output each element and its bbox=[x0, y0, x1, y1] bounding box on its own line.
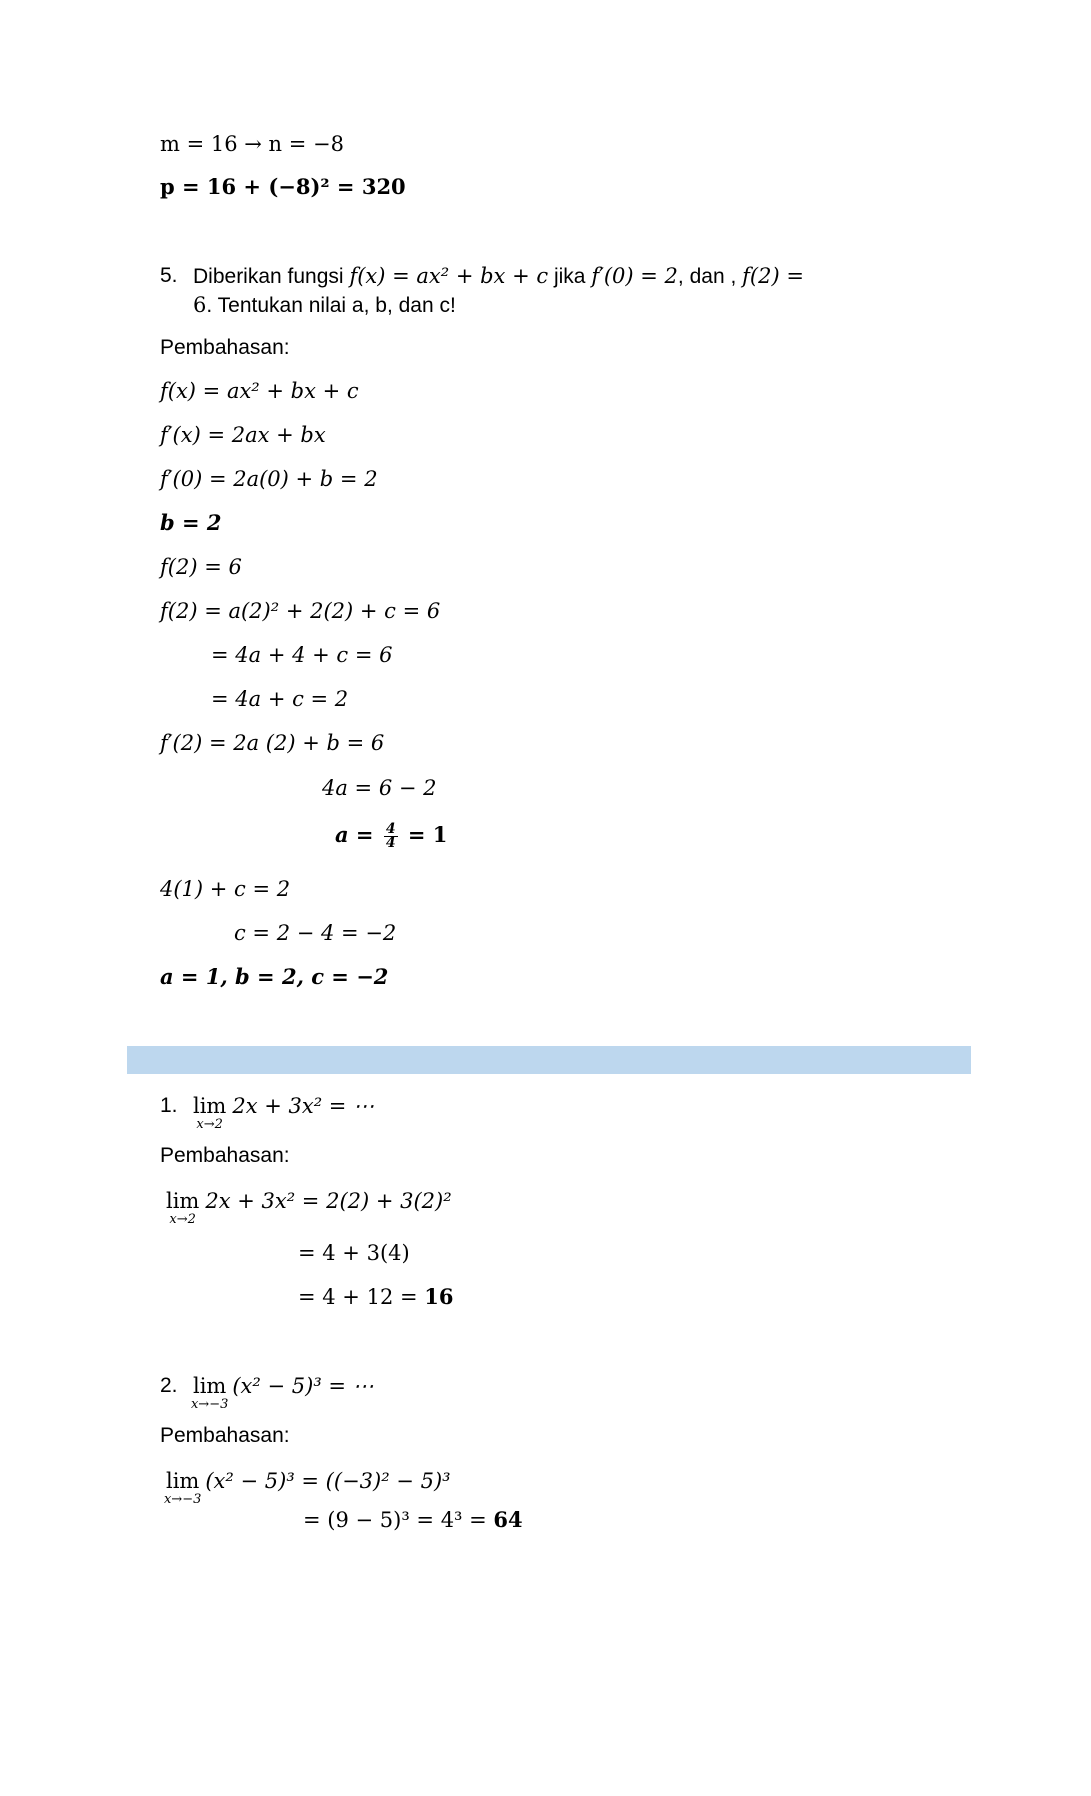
lim-q2-step-1: lim x→−3 (x² − 5)³ = ((−3)² − 5)³ bbox=[163, 1469, 451, 1507]
lim-operator: lim x→−3 bbox=[163, 1469, 202, 1507]
lim-q2-pembahasan-label: Pembahasan: bbox=[160, 1424, 290, 1447]
fraction: $\frac{4}{4}$ bbox=[385, 821, 396, 851]
q5-step-6: f(2) = a(2)² + 2(2) + c = 6 bbox=[160, 599, 441, 623]
q5-step-5: f(2) = 6 bbox=[160, 555, 242, 579]
q5-step-11: 4(1) + c = 2 bbox=[160, 877, 291, 901]
section-divider-bar bbox=[127, 1046, 971, 1074]
lim-operator: lim x→2 bbox=[166, 1189, 200, 1227]
lim-q1-step-3: = 4 + 12 = 16 bbox=[298, 1284, 454, 1309]
q5-final-answer: a = 1, b = 2, c = −2 bbox=[160, 964, 389, 989]
q5-step-1: f(x) = ax² + bx + c bbox=[160, 379, 359, 403]
lim-q2-question: lim x→−3 (x² − 5)³ = ⋯ bbox=[190, 1374, 374, 1412]
m-n-line: m = 16 → n = −8 bbox=[160, 132, 344, 156]
q5-b-result: b = 2 bbox=[160, 510, 222, 535]
q5-statement: Diberikan fungsi f(x) = ax² + bx + c jika f′(0) = 2, dan , f(2) = bbox=[193, 264, 804, 288]
lim-q1-step-2: = 4 + 3(4) bbox=[298, 1241, 410, 1265]
q5-step-12: c = 2 − 4 = −2 bbox=[234, 921, 397, 945]
q5-step-2: f′(x) = 2ax + bx bbox=[160, 423, 326, 447]
q5-step-7: = 4a + 4 + c = 6 bbox=[211, 643, 393, 667]
lim-q1-step-1: lim x→2 2x + 3x² = 2(2) + 3(2)² bbox=[166, 1189, 452, 1227]
q5-step-3: f′(0) = 2a(0) + b = 2 bbox=[160, 467, 378, 491]
lim-operator: lim x→−3 bbox=[190, 1374, 229, 1412]
q5-step-8: = 4a + c = 2 bbox=[211, 687, 349, 711]
lim-operator: lim x→2 bbox=[193, 1094, 227, 1132]
q5-statement-line2: 6. Tentukan nilai a, b, dan c! bbox=[193, 293, 456, 317]
q5-a-result: a = $\frac{4}{4}$ = 1 bbox=[335, 821, 448, 851]
lim-q1-pembahasan-label: Pembahasan: bbox=[160, 1144, 290, 1167]
lim-q2-step-2: = (9 − 5)³ = 4³ = 64 bbox=[303, 1507, 523, 1532]
q5-step-9: f′(2) = 2a (2) + b = 6 bbox=[160, 731, 385, 755]
q5-number: 5. bbox=[160, 264, 178, 287]
q5-pembahasan-label: Pembahasan: bbox=[160, 336, 290, 359]
q5-step-10: 4a = 6 − 2 bbox=[322, 776, 437, 800]
lim-q1-question: lim x→2 2x + 3x² = ⋯ bbox=[193, 1094, 375, 1132]
lim-q1-number: 1. bbox=[160, 1094, 178, 1117]
p-result-line: p = 16 + (−8)² = 320 bbox=[160, 174, 406, 199]
lim-q2-number: 2. bbox=[160, 1374, 178, 1397]
